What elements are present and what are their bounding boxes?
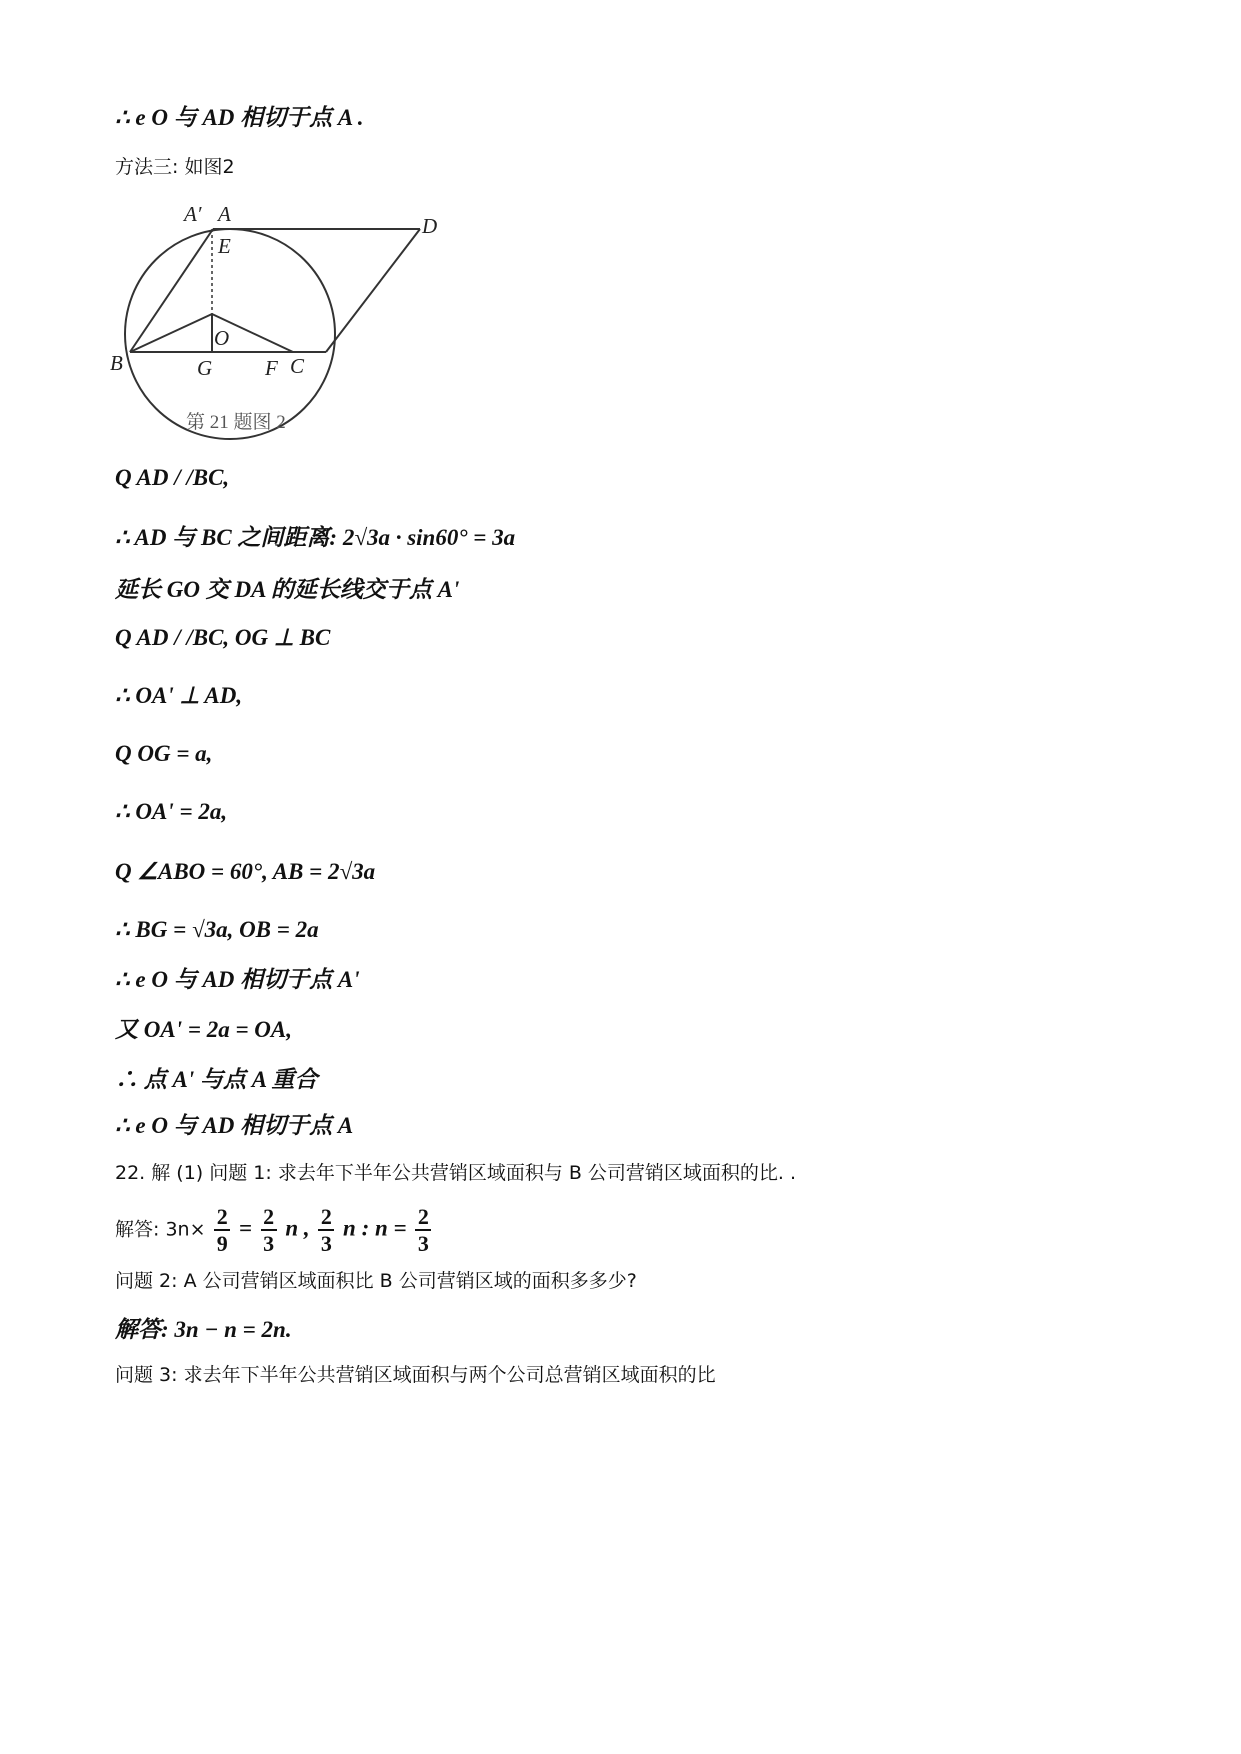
line-3: Q AD / /BC,	[115, 465, 230, 490]
label-d: D	[422, 214, 438, 238]
line-1: ∴ e O 与 AD 相切于点 A .	[115, 105, 364, 130]
line-18: 问题 2: A 公司营销区域面积比 B 公司营销区域的面积多多少?	[115, 1270, 637, 1292]
label-c: C	[290, 354, 305, 378]
line-5: 延长 GO 交 DA 的延长线交于点 A'	[115, 577, 460, 602]
line-2: 方法三: 如图2	[115, 156, 235, 178]
label-b: B	[110, 351, 123, 375]
geometry-figure	[110, 202, 438, 498]
line-19: 解答: 3n − n = 2n.	[115, 1317, 292, 1342]
line-14: ∴ 点 A' 与点 A 重合	[115, 1067, 318, 1092]
fraction-2-9: $\frac{2}{9}$	[214, 1205, 230, 1255]
line-15: ∴ e O 与 AD 相切于点 A	[115, 1113, 354, 1138]
answer-prefix: 解答: 3n×	[115, 1218, 206, 1241]
line-20: 问题 3: 求去年下半年公共营销区域面积与两个公司总营销区域面积的比	[115, 1364, 716, 1386]
label-o: O	[214, 326, 230, 350]
figure-caption: 第 21 题图 2	[186, 412, 286, 433]
line-13: 又 OA' = 2a = OA,	[115, 1017, 293, 1042]
line-7: ∴ OA' ⊥ AD,	[115, 683, 243, 708]
fraction-2-3-a: $\frac{2}{3}$	[261, 1205, 277, 1255]
line-11: ∴ BG = √3a, OB = 2a	[115, 917, 319, 942]
line-17: 解答: 3n× $\frac{2}{9}$ = $\frac{2}{3}$ n , $\frac{2}{3}$ n : n = $\frac{2}{3}$	[115, 1205, 433, 1255]
label-g: G	[197, 356, 213, 380]
line-12: ∴ e O 与 AD 相切于点 A'	[115, 967, 360, 992]
label-e: E	[218, 234, 231, 258]
fraction-2-3-b: $\frac{2}{3}$	[318, 1205, 334, 1255]
segment-dc	[326, 229, 420, 352]
line-16: 22. 解 (1) 问题 1: 求去年下半年公共营销区域面积与 B 公司营销区域面积的比. .	[115, 1162, 797, 1184]
label-a-prime: A′	[184, 202, 202, 226]
circle-o	[125, 229, 335, 439]
line-9: ∴ OA' = 2a,	[115, 799, 228, 824]
label-f: F	[265, 356, 278, 380]
line-10: Q ∠ABO = 60°, AB = 2√3a	[115, 859, 376, 884]
fraction-2-3-c: $\frac{2}{3}$	[415, 1205, 431, 1255]
line-4: ∴ AD 与 BC 之间距离: 2√3a · sin60° = 3a	[115, 525, 516, 550]
line-8: Q OG = a,	[115, 741, 213, 766]
line-6: Q AD / /BC, OG ⊥ BC	[115, 625, 331, 650]
label-a: A	[218, 202, 231, 226]
